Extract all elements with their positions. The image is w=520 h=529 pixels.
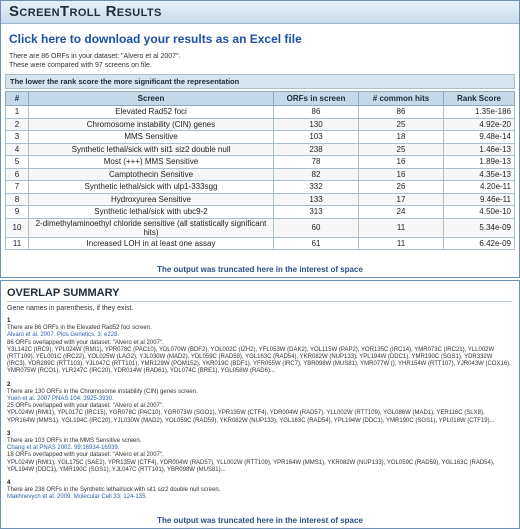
truncated-note: The output was truncated here in the interest of space	[157, 265, 363, 274]
orfs-in-screen: 61	[274, 237, 359, 250]
overlap-block-header: There are 103 ORFs in the MMS Sensitive screen.	[7, 438, 142, 445]
orfs-in-screen: 82	[274, 168, 359, 181]
rank-score: 4.92e-20	[444, 118, 515, 131]
overlap-block-citation[interactable]: Alvaro et al. 2007. Plos Genetics. 3: e228.	[7, 332, 120, 339]
orfs-in-screen: 130	[274, 118, 359, 131]
row-index: 9	[6, 206, 29, 219]
dataset-info	[9, 52, 519, 70]
overlap-panel	[0, 280, 520, 529]
row-index: 4	[6, 143, 29, 156]
rank-score: 4.20e-11	[444, 181, 515, 194]
column-header-common-hits: # common hits	[359, 92, 444, 106]
row-index: 7	[6, 181, 29, 194]
screen-name: Most (+++) MMS Sensitive	[29, 156, 274, 169]
overlap-block-header: There are 86 ORFs in the Elevated Rad52 foci screen.	[7, 325, 152, 332]
rank-score: 1.35e-186	[444, 106, 515, 119]
common-hits: 16	[359, 168, 444, 181]
column-header-index: #	[6, 92, 29, 106]
rank-score: 6.42e-09	[444, 237, 515, 250]
table-row	[6, 131, 515, 144]
overlap-block-citation[interactable]: Makhnevych et al. 2009. Molecular Cell 33; 124-135.	[7, 494, 148, 501]
table-row	[6, 106, 515, 119]
row-index: 6	[6, 168, 29, 181]
overlap-block-genes: Y3L142C (IRC9), YPL024W (RMI1), YPR078C (PAC10), YDL070W (BDF2), YOL002C (IZH2), YFL053W (DAK2), YOL115W (PAP2), YOR135C (IRC14), YMR073C (IRC21), YLL002W (RTT109), YEL001C (IRC22), YOL025W (LAG2), YJL030W (MAD2), YDL059C (RAD59), YGL163C (RAD54), YKR082W (NUP133), YPL194W (DDC1), YMR190C (SGS1), YDR332W (IRC3), YDR289C (RTT103), YJL047C (RTT101), YMR129W (POM152), YKR019C (BDF1), YFR055W (IRC7), YBR098W (MUS81), YMR077W (), YHR154W (RTT107), YJR043W (COX16), YMR075W (RCO1), YLR247C (IRC20), YDR014W (RAD61), YDL074C (BRE1), YGL058W (RAD6)...	[7, 346, 511, 375]
common-hits: 11	[359, 237, 444, 250]
overlap-block-count: 25 ORFs overlapped with your dataset: "Alvero et al 2007".	[7, 403, 164, 410]
orfs-in-screen: 78	[274, 156, 359, 169]
table-row	[6, 193, 515, 206]
overlap-block-number: 3	[7, 430, 11, 437]
orfs-in-screen: 60	[274, 218, 359, 237]
rank-score: 1.46e-13	[444, 143, 515, 156]
screen-name: 2-dimethylaminoethyl chloride sensitive (all statistically significant hits)	[29, 218, 274, 237]
overlap-block-number: 2	[7, 381, 11, 388]
overlap-block	[7, 480, 513, 502]
common-hits: 25	[359, 143, 444, 156]
overlap-block	[7, 382, 513, 425]
rank-score: 9.46e-11	[444, 193, 515, 206]
overlap-block-header: There are 130 ORFs in the Chromosome instability (CIN) genes screen.	[7, 388, 198, 395]
screen-name: Synthetic lethal/sick with ubc9-2	[29, 206, 274, 219]
row-index: 3	[6, 131, 29, 144]
overlap-block-count: 18 ORFs overlapped with your dataset: "Alvero et al 2007".	[7, 452, 164, 459]
orfs-in-screen: 103	[274, 131, 359, 144]
row-index: 8	[6, 193, 29, 206]
screen-name: Synthetic lethal/sick with ulp1-333sgg	[29, 181, 274, 194]
row-index: 11	[6, 237, 29, 250]
table-row	[6, 206, 515, 219]
table-header-row	[6, 92, 515, 106]
table-row	[6, 237, 515, 250]
orfs-in-screen: 332	[274, 181, 359, 194]
table-row	[6, 143, 515, 156]
dataset-info-line: These were compared with 97 screens on file.	[9, 62, 152, 69]
overlap-block-citation[interactable]: Yuen et al. 2007 PNAS 104: 3925-3930.	[7, 396, 114, 403]
table-row	[6, 156, 515, 169]
rank-score: 9.48e-14	[444, 131, 515, 144]
overlap-block-genes: YPL024W (RMI1), YGL175C (SAE2), YPR135W (CTF4), YDR004W (RAD57), YLL002W (RTT109), YPR164W (MMS1), YKR082W (NUP133), YOL059C (RAD59), YGL163C (RAD54), YPL194W (DDC1), YMR190C (SGS1), YJL047C (RTT101), YBR098W (MUS81)...	[7, 459, 495, 473]
table-row	[6, 181, 515, 194]
column-header-screen: Screen	[29, 92, 274, 106]
common-hits: 11	[359, 218, 444, 237]
screen-name: Increased LOH in at least one assay	[29, 237, 274, 250]
overlap-block-header: There are 238 ORFs in the Synthetic lethal/sick with sit1 siz2 double null screen.	[7, 487, 221, 494]
row-index: 2	[6, 118, 29, 131]
orfs-in-screen: 86	[274, 106, 359, 119]
table-row	[6, 118, 515, 131]
download-excel-link[interactable]: Click here to download your results as an Excel file	[9, 32, 302, 46]
common-hits: 17	[359, 193, 444, 206]
truncated-note: The output was truncated here in the interest of space	[157, 516, 363, 525]
overlap-block-genes: YPL024W (RMI1), YPL017C (IRC15), YGR078C (PAC10), YGR073W (SGO1), YPR135W (CTF4), YDR004W (RAD57), YLL002W (RTT109), YGL086W (MAD1), YER116C (SLX8), YPR164W (MMS1), YGL194C (IRC20), YJL030W (MAD2), YOL059C (RAD59), YKR082W (NUP133), YGL163C (RAD54), YPL194W (DDC1), YMR190C (SGS1), YPL018W (CTF19)...	[7, 410, 495, 424]
orfs-in-screen: 238	[274, 143, 359, 156]
common-hits: 25	[359, 118, 444, 131]
screen-name: Chromosome instability (CIN) genes	[29, 118, 274, 131]
rank-score: 1.89e-13	[444, 156, 515, 169]
overlap-intro: Gene names in parenthesis, if they exist.	[7, 305, 134, 312]
column-header-orfs: ORFs in screen	[274, 92, 359, 106]
rank-score: 4.35e-13	[444, 168, 515, 181]
row-index: 1	[6, 106, 29, 119]
common-hits: 26	[359, 181, 444, 194]
overlap-block-number: 1	[7, 318, 11, 324]
orfs-in-screen: 133	[274, 193, 359, 206]
rank-score: 4.50e-10	[444, 206, 515, 219]
column-header-rank-score: Rank Score	[444, 92, 515, 106]
screen-name: Synthetic lethal/sick with sit1 siz2 double null	[29, 143, 274, 156]
overlap-block-count: 86 ORFs overlapped with your dataset: "Alvero et al 2007".	[7, 339, 164, 346]
dataset-info-line: There are 86 ORFs in your dataset: "Alvero et al 2007".	[9, 53, 181, 60]
table-row	[6, 218, 515, 237]
row-index: 5	[6, 156, 29, 169]
orfs-in-screen: 313	[274, 206, 359, 219]
page-title: ScreenTroll Results	[1, 1, 519, 24]
rank-score: 5.34e-09	[444, 218, 515, 237]
screen-name: Hydroxyurea Sensitive	[29, 193, 274, 206]
overlap-title: OVERLAP SUMMARY	[7, 287, 512, 302]
screen-name: MMS Sensitive	[29, 131, 274, 144]
screen-name: Elevated Rad52 foci	[29, 106, 274, 119]
common-hits: 86	[359, 106, 444, 119]
overlap-block-number: 4	[7, 480, 11, 487]
screen-name: Camptothecin Sensitive	[29, 168, 274, 181]
common-hits: 18	[359, 131, 444, 144]
overlap-block	[7, 318, 513, 376]
overlap-blocks	[1, 318, 519, 502]
row-index: 10	[6, 218, 29, 237]
table-row	[6, 168, 515, 181]
overlap-block-citation[interactable]: Chang et al PNAS 2002. 99;16934-16939.	[7, 445, 120, 452]
results-table	[5, 91, 515, 250]
overlap-block	[7, 431, 513, 474]
common-hits: 16	[359, 156, 444, 169]
common-hits: 24	[359, 206, 444, 219]
rank-note: The lower the rank score the more significant the representation	[5, 74, 515, 89]
